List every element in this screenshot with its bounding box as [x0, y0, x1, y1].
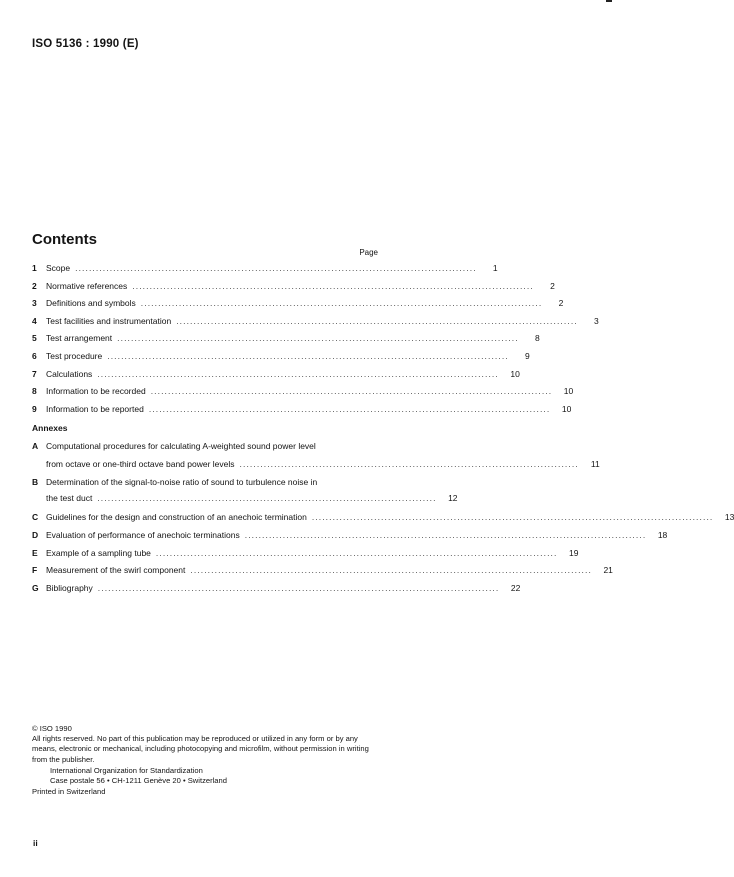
leader-dots: ....................................................................................................................	[97, 368, 499, 379]
toc-entry-title: Test facilities and instrumentation	[46, 315, 172, 326]
toc-entry-page: 10	[510, 368, 520, 379]
organization-address: Case postale 56 • CH-1211 Genève 20 • Switzerland	[50, 776, 227, 786]
toc-entry-page: 2	[550, 280, 555, 291]
annex-entry[interactable]	[32, 511, 734, 523]
annex-a-text-line1: Computational procedures for calculating A-weighted sound power level	[46, 441, 316, 451]
leader-dots: ....................................................................................................................	[148, 403, 551, 414]
toc-entry[interactable]	[32, 315, 599, 327]
toc-entry[interactable]	[32, 403, 572, 415]
printed-in: Printed in Switzerland	[32, 787, 106, 796]
toc-entry-title: Definitions and symbols	[46, 298, 136, 309]
toc-entry-title: Test procedure	[46, 351, 103, 361]
toc-entry-number: 1	[32, 263, 37, 273]
annex-entry[interactable]	[32, 547, 579, 559]
annex-entry[interactable]	[32, 582, 521, 594]
organization-name: International Organization for Standardization	[50, 766, 203, 775]
toc-entry-title: Calculations	[46, 368, 93, 379]
toc-entry-number: 8	[32, 386, 37, 397]
toc-entry[interactable]	[32, 262, 498, 274]
annexes-heading: Annexes	[32, 423, 68, 433]
annex-b-line2	[46, 492, 458, 504]
copyright-line: © ISO 1990	[32, 724, 72, 733]
annex-page: 21	[603, 565, 613, 576]
annex-letter: G	[32, 583, 39, 594]
annex-a-text-line2: from octave or one-third octave band power levels	[46, 459, 235, 469]
leader-dots: ....................................................................................................................	[97, 583, 500, 594]
annex-b-page: 12	[448, 493, 458, 503]
annex-entry[interactable]	[32, 529, 668, 541]
annex-a-page: 11	[590, 459, 600, 469]
leader-dots: ....................................................................................................................	[132, 280, 534, 291]
annex-page: 13	[724, 512, 734, 522]
annex-letter: E	[32, 547, 38, 558]
toc-entry-page: 10	[563, 386, 574, 397]
annex-title: Evaluation of performance of anechoic terminations	[46, 529, 240, 540]
leader-dots: ..................................................................................................	[97, 493, 437, 503]
toc-entry[interactable]	[32, 368, 520, 380]
leader-dots: ....................................................................................................................	[176, 315, 578, 326]
toc-entry-number: 2	[32, 280, 37, 291]
annex-title: Bibliography	[46, 583, 93, 594]
leader-dots: ..................................................................................................	[239, 459, 579, 469]
annex-a-line2	[46, 458, 600, 470]
toc-entry-title: Test arrangement	[46, 333, 113, 344]
publisher-address	[50, 766, 227, 786]
toc-entry[interactable]	[32, 350, 530, 362]
leader-dots: ....................................................................................................................	[117, 333, 519, 344]
annex-page: 18	[657, 529, 668, 540]
toc-entry-page: 9	[525, 351, 530, 361]
toc-entry-title: Normative references	[46, 280, 128, 291]
toc-entry-title: Scope	[46, 263, 71, 273]
annex-b-text-line2: the test duct	[46, 493, 93, 503]
toc-entry-number: 9	[32, 403, 37, 414]
annex-title: Measurement of the swirl component	[46, 565, 186, 576]
toc-entry-number: 4	[32, 315, 37, 326]
annex-letter: B	[32, 477, 39, 487]
toc-entry-page: 2	[558, 298, 564, 309]
toc-entry-page: 10	[561, 403, 572, 414]
annex-title: Guidelines for the design and construction of an anechoic termination	[46, 512, 307, 522]
annex-letter: D	[32, 529, 39, 540]
toc-entry-title: Information to be reported	[46, 403, 144, 414]
page-number: ii	[33, 838, 38, 848]
page-column-label: Page	[359, 248, 378, 257]
toc-entry[interactable]	[32, 385, 574, 397]
annex-letter: A	[32, 441, 39, 451]
leader-dots: ....................................................................................................................	[155, 547, 558, 558]
toc-entry-number: 7	[32, 368, 37, 379]
toc-entry-page: 8	[534, 333, 540, 344]
annex-title: Example of a sampling tube	[46, 547, 151, 558]
contents-title: Contents	[32, 231, 97, 248]
annex-letter: F	[32, 565, 38, 576]
toc-entry-page: 3	[594, 315, 599, 326]
annex-page: 19	[568, 547, 579, 558]
annex-letter: C	[32, 512, 39, 522]
annex-page: 22	[510, 583, 521, 594]
leader-dots: ....................................................................................................................	[311, 512, 714, 522]
toc-entry-page: 1	[492, 263, 498, 273]
toc-entry[interactable]	[32, 297, 564, 309]
rights-notice: All rights reserved. No part of this publication may be reproduced or utilized in any form or by any means, electronic or mechanical, including photocopying and microfilm, without permission in writing from the publisher.	[32, 734, 369, 764]
leader-dots: ....................................................................................................................	[107, 351, 509, 361]
leader-dots: ....................................................................................................................	[150, 386, 553, 397]
leader-dots: ....................................................................................................................	[140, 298, 543, 309]
annex-b-text-line1: Determination of the signal-to-noise ratio of sound to turbulence noise in	[46, 477, 318, 487]
toc-entry-number: 6	[32, 351, 37, 361]
toc-entry-number: 5	[32, 333, 37, 344]
toc-entry-title: Information to be recorded	[46, 386, 146, 397]
leader-dots: ....................................................................................................................	[244, 529, 647, 540]
leader-dots: ....................................................................................................................	[75, 263, 477, 273]
document-identifier: ISO 5136 : 1990 (E)	[32, 38, 139, 50]
annex-entry[interactable]	[32, 564, 613, 576]
leader-dots: ....................................................................................................................	[190, 565, 592, 576]
scan-corner-mark	[606, 0, 612, 2]
copyright-block	[32, 724, 382, 765]
toc-entry-number: 3	[32, 298, 37, 309]
toc-entry[interactable]	[32, 332, 540, 344]
toc-entry[interactable]	[32, 280, 555, 292]
